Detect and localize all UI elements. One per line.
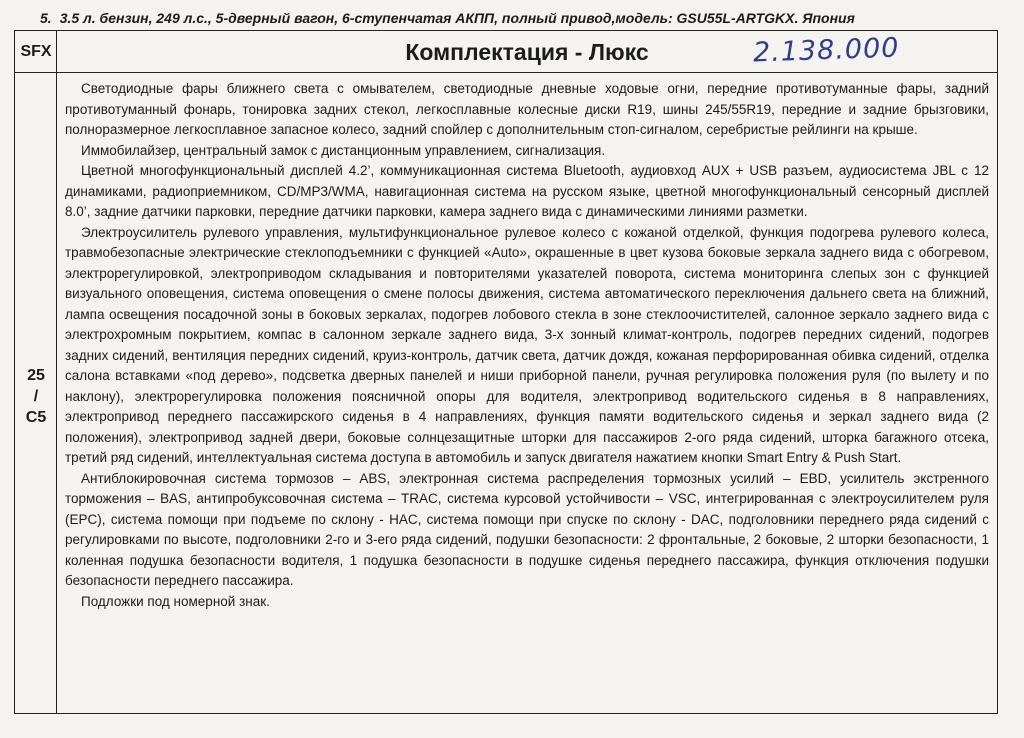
page-number: 5. [40,10,52,26]
paragraph-plates: Подложки под номерной знак. [81,593,270,609]
paragraph-exterior: Светодиодные фары ближнего света с омывателем, светодиодные дневные ходовые огни, передние противотуманные фары, задний противотуманный фонарь, тонировка задних стекол, легкосплавные колесные диски R19, шины 245/55R19, передние и задние брызговики, полноразмерное легкосплавное запасное колесо, задний спойлер с дополнительным стоп-сигналом, серебристые рейлинги на крыше. [65,81,989,137]
model-code-slash: / [33,387,39,405]
sfx-label: SFX [20,43,52,60]
paragraph-multimedia: Цветной многофункциональный дисплей 4.2’, коммуникационная система Bluetooth, аудиовход AUX + USB разъем, аудиосистема JBL с 12 динамиками, радиоприемником, CD/MP3/WMA, навигационная система на русском языке, цветной многофункциональный сенсорный дисплей 8.0’, задние датчики парковки, передние датчики парковки, камера заднего вида с динамическими линиями разметки. [65,163,989,219]
model-code [15,366,57,428]
model-code-bottom: C5 [25,408,47,426]
model-code-top: 25 [27,367,45,384]
header-line-text: 3.5 л. бензин, 249 л.с., 5-дверный вагон, 6-ступенчатая АКПП, полный привод,модель: GSU55L-ARTGKX. Япония [59,10,855,26]
paragraph-security: Иммобилайзер, центральный замок с дистанционным управлением, сигнализация. [81,142,606,158]
paragraph-comfort: Электроусилитель рулевого управления, мультифункциональное рулевое колесо с кожаной отделкой, функция подогрева рулевого колеса, травмобезопасные электрические стеклоподъемники с функцией «Auto», окрашенные в цвет кузова боковые зеркала заднего вида с обогревом, электрорегулировкой, электроприводом складывания и повторителями указателей поворота, система мониторинга слепых зон с функцией визуального оповещения, система оповещения о смене полосы движения, система автоматического переключения дальнего света на ближний, лампа освещения посадочной зоны в боковых зеркалах, подогрев лобового стекла в зоне стеклоочистителей, салонное зеркало заднего вида с электрохромным покрытием, компас в салонном зеркале заднего вида, 3-х зонный климат-контроль, подогрев передних сидений, подогрев задних сидений, вентиляция передних сидений, круиз-контроль, датчик света, датчик дождя, кожаная перфорированная обивка сидений, отделка салона вставками «под дерево», подсветка дверных панелей и ниши приборной панели, ручная регулировка положения руля (по вылету и по наклону), электрорегулировка положения поясничной опоры для водителя, электропривод водительского сиденья в 8 направлениях, электропривод переднего пассажирского сиденья в 4 направлениях, функция памяти водительского сиденья и зеркал заднего вида (2 положения), электропривод задней двери, боковые солнцезащитные шторки для пассажиров 2-ого ряда сидений, шторка багажного отсека, третий ряд сидений, интеллектуальная система доступа в автомобиль и запуск двигателя нажатием кнопки Smart Entry & Push Start. [65,224,989,465]
equipment-description [65,79,989,612]
page-title: Комплектация - Люкс [405,38,649,65]
table-header-row [15,31,997,73]
header-line [40,10,1000,26]
spec-table [14,30,998,714]
paragraph-safety: Антиблокировочная система тормозов – ABS, электронная система распределения тормозных усилий – EBD, усилитель экстренного торможения – BAS, антипробуксовочная система – TRAC, система курсовой устойчивости – VSC, интегрированная с электроусилителем руля (EPC), система помощи при подъеме по склону - HAC, система помощи при спуске по склону - DAC, подголовники переднего ряда сидений с регулировками по высоте, подголовники 2-го и 3-его ряда сидений, подушки безопасности: 2 фронтальные, 2 боковые, 2 шторки безопасности, 1 коленная подушка безопасности водителя, 1 подушка безопасности в подушке сиденья переднего пассажира, функция отключения подушки безопасности переднего пассажира. [65,470,989,588]
handwritten-price: 2.138.000 [752,32,900,69]
